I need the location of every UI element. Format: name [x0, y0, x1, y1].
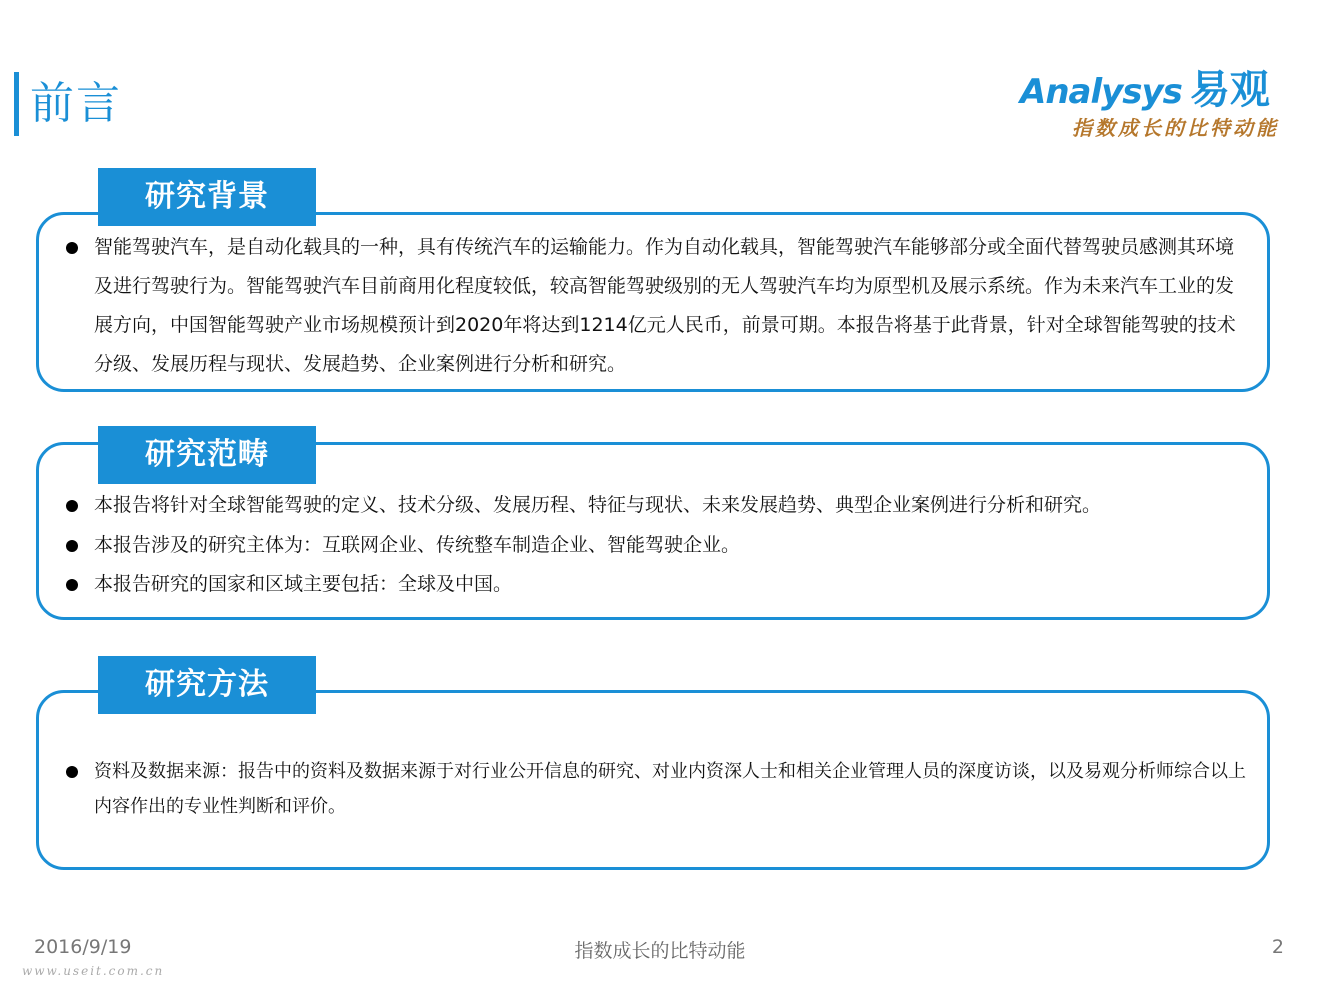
- list-item: 智能驾驶汽车，是自动化载具的一种，具有传统汽车的运输能力。作为自动化载具，智能驾驶汽车能够部分或全面代替驾驶员感测其环境及进行驾驶行为。智能驾驶汽车目前商用化程度较低，较高智能驾驶级别的无人驾驶汽车均为原型机及展示系统。作为未来汽车工业的发展方向，中国智能驾驶产业市场规模预计到2020年将达到1214亿元人民币，前景可期。本报告将基于此背景，针对全球智能驾驶的技术分级、发展历程与现状、发展趋势、企业案例进行分析和研究。: [66, 228, 1246, 384]
- watermark: www.useit.com.cn: [22, 964, 165, 978]
- footer-date: 2016/9/19: [34, 936, 132, 958]
- logo-wordmark: [1020, 58, 1270, 115]
- list-item: 本报告涉及的研究主体为：互联网企业、传统整车制造企业、智能驾驶企业。: [66, 526, 1256, 566]
- section-method-list: [66, 754, 1246, 824]
- section-background-list: [66, 228, 1246, 384]
- list-item: 本报告将针对全球智能驾驶的定义、技术分级、发展历程、特征与现状、未来发展趋势、典型企业案例进行分析和研究。: [66, 486, 1256, 526]
- section-background-tag: 研究背景: [98, 168, 316, 226]
- section-method-tag: 研究方法: [98, 656, 316, 714]
- page-number: 2: [1271, 936, 1284, 958]
- list-item: 资料及数据来源：报告中的资料及数据来源于对行业公开信息的研究、对业内资深人士和相关企业管理人员的深度访谈，以及易观分析师综合以上内容作出的专业性判断和评价。: [66, 754, 1246, 824]
- logo-brand-cn: 易观: [1189, 67, 1270, 113]
- logo-slogan: 指数成长的比特动能: [1072, 116, 1279, 140]
- section-scope-list: [66, 486, 1256, 605]
- section-scope-tag: 研究范畴: [98, 426, 316, 484]
- analysys-logo: [1020, 58, 1290, 138]
- page-title: 前言: [30, 78, 122, 129]
- logo-brand-en: Analysys: [1020, 72, 1182, 112]
- list-item: 本报告研究的国家和区域主要包括：全球及中国。: [66, 565, 1256, 605]
- title-accent-bar: [14, 72, 19, 136]
- footer-slogan: 指数成长的比特动能: [574, 940, 746, 962]
